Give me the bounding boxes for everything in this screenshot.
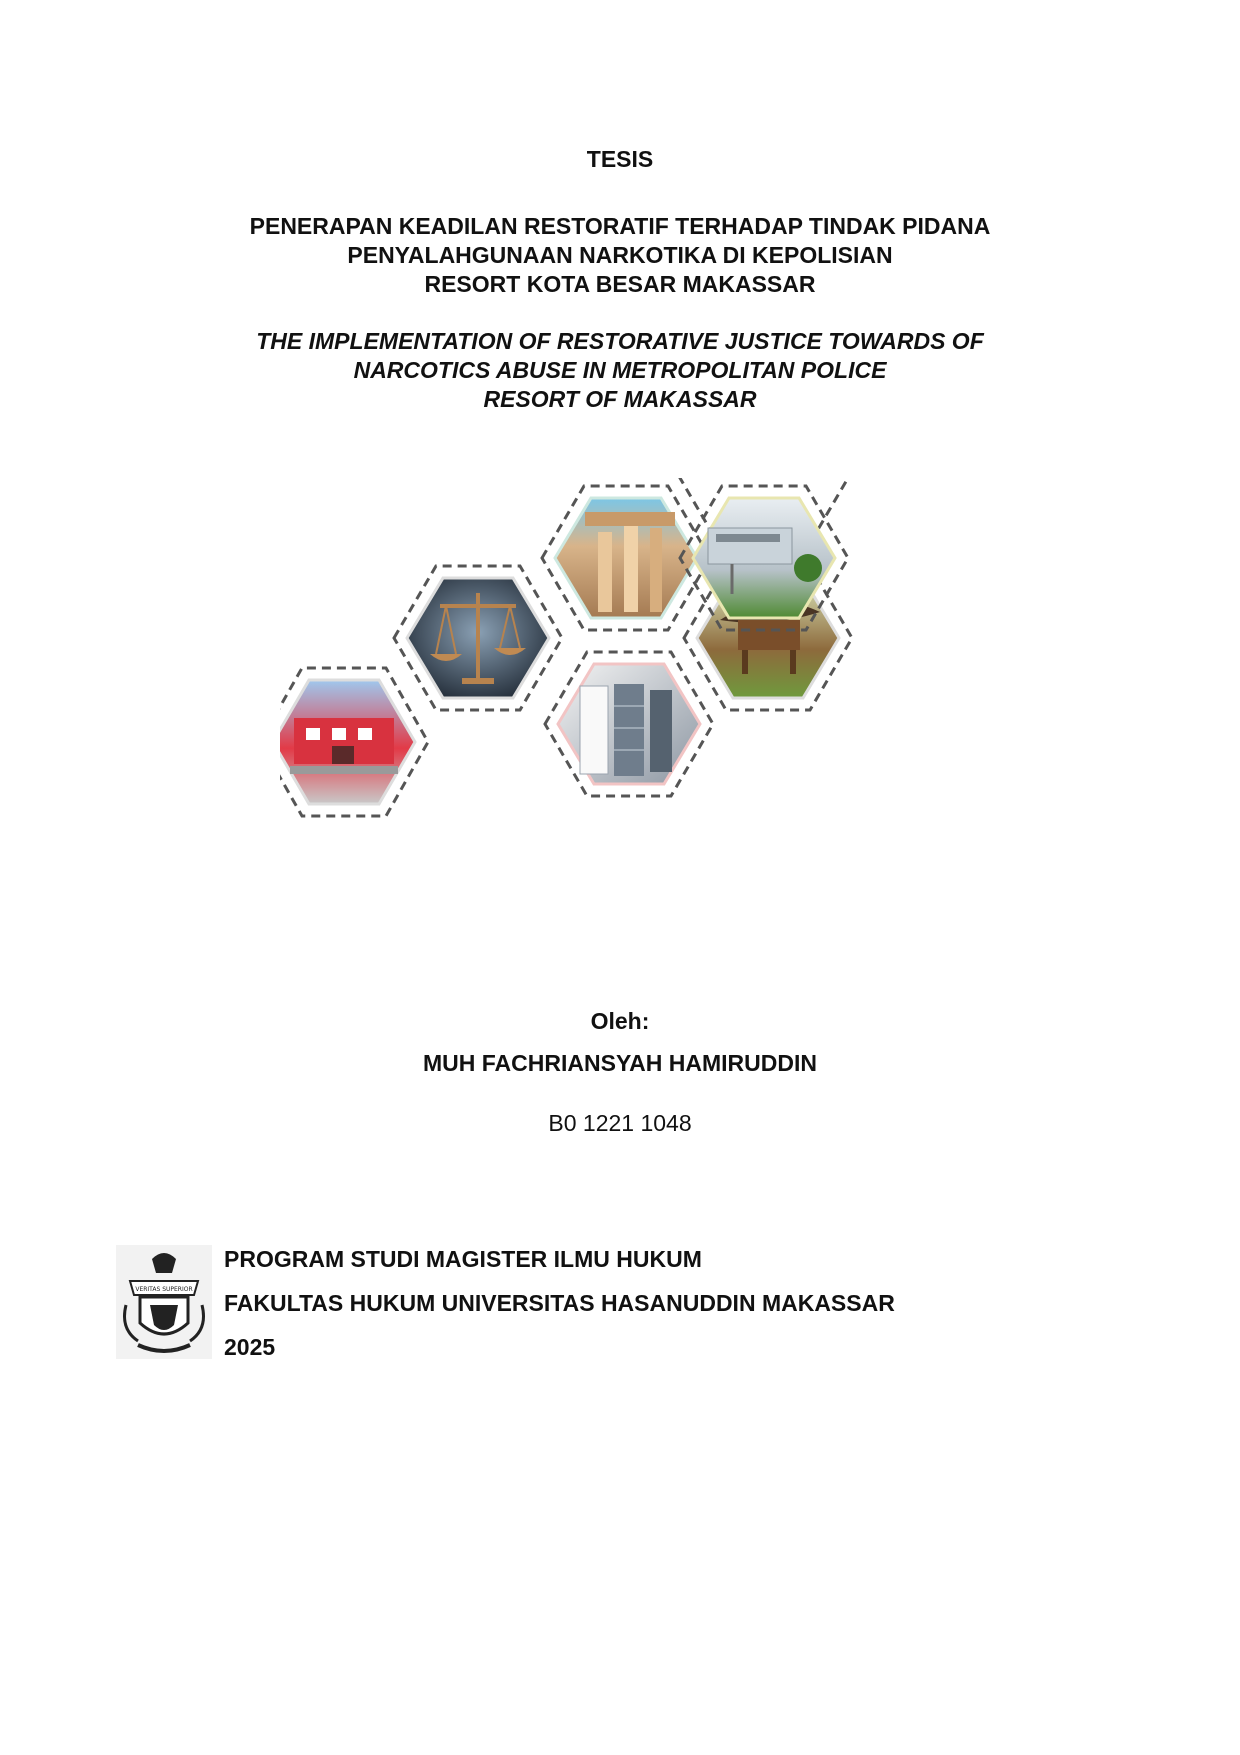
scales-of-justice-icon	[394, 566, 562, 710]
library-shelves-icon	[545, 652, 713, 796]
police-building-icon	[280, 668, 428, 816]
faculty-name: FAKULTAS HUKUM UNIVERSITAS HASANUDDIN MAKASSAR	[224, 1290, 895, 1316]
signboard-landscape-icon	[680, 478, 848, 630]
program-name: PROGRAM STUDI MAGISTER ILMU HUKUM	[224, 1246, 702, 1272]
crest-motto: VERITAS SUPERIOR	[135, 1286, 193, 1293]
by-label: Oleh:	[590, 1008, 650, 1034]
student-id: B0 1221 1048	[548, 1110, 692, 1136]
university-crest-icon	[116, 1245, 212, 1359]
title-id-line-3: RESORT KOTA BESAR MAKASSAR	[424, 271, 816, 297]
title-id-line-2: PENYALAHGUNAAN NARKOTIKA DI KEPOLISIAN	[347, 242, 893, 268]
title-indonesian	[0, 212, 1240, 299]
title-en-line-2: NARCOTICS ABUSE IN METROPOLITAN POLICE	[353, 357, 887, 383]
document-type: TESIS	[586, 146, 654, 172]
title-id-line-1: PENERAPAN KEADILAN RESTORATIF TERHADAP TINDAK PIDANA	[249, 213, 991, 239]
hexagon-photo-collage	[280, 478, 960, 918]
footer-text	[224, 1245, 1124, 1377]
author-name: MUH FACHRIANSYAH HAMIRUDDIN	[423, 1050, 817, 1076]
title-english	[0, 327, 1240, 414]
title-en-line-3: RESORT OF MAKASSAR	[483, 386, 757, 412]
title-en-line-1: THE IMPLEMENTATION OF RESTORATIVE JUSTICE TOWARDS OF	[256, 328, 984, 354]
year: 2025	[224, 1334, 276, 1360]
courthouse-columns-icon	[542, 486, 710, 630]
